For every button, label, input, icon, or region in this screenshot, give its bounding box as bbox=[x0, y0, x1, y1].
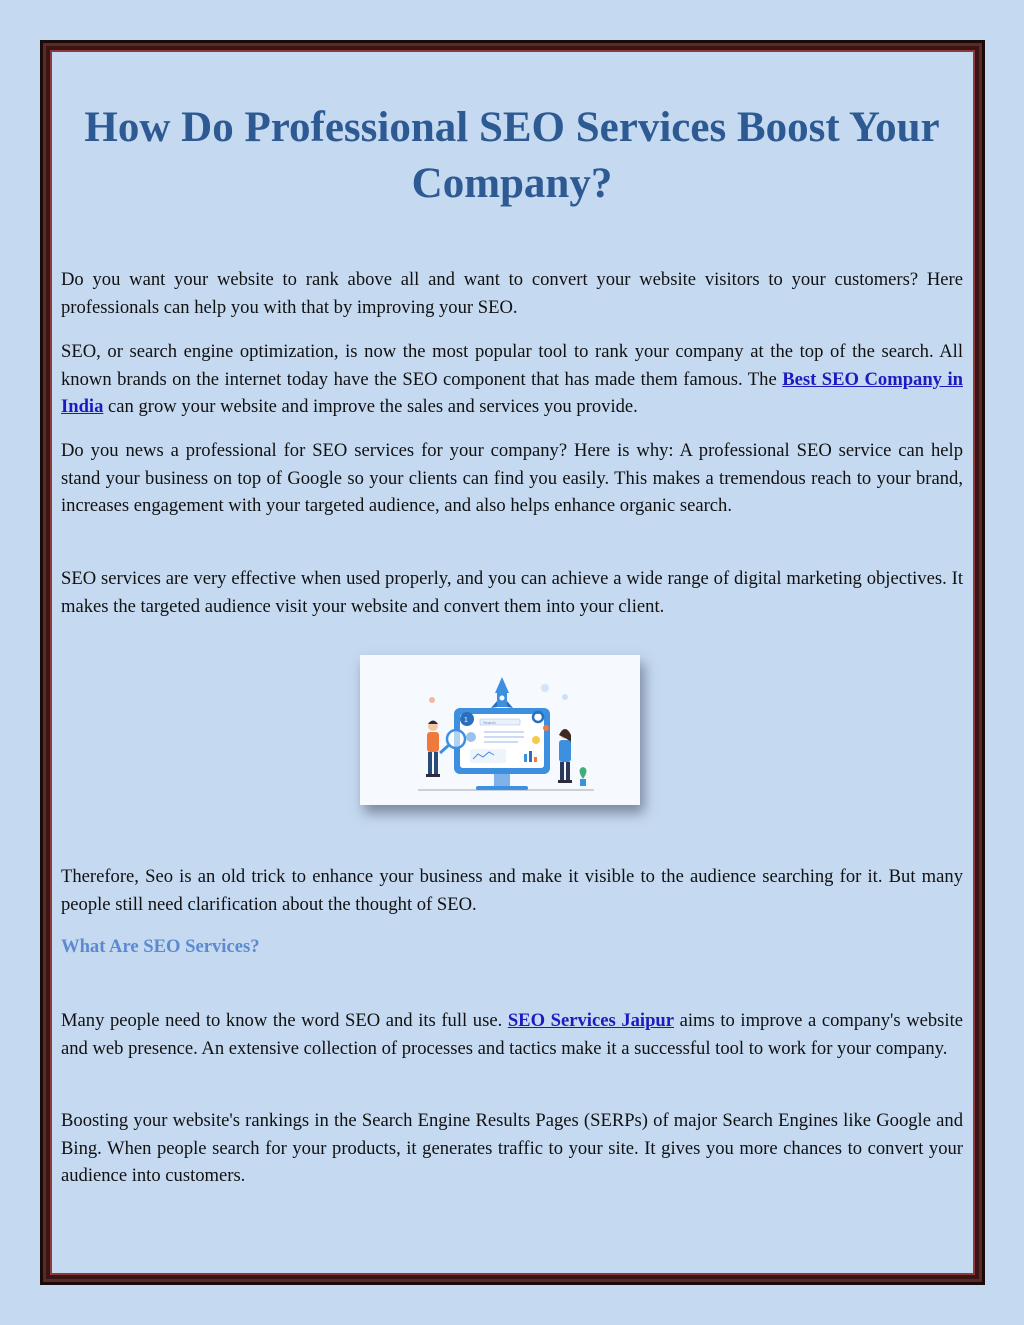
paragraph-intro: Do you want your website to rank above all and want to convert your website visitors to your customers? Here professionals can help you with that by improving your SEO. bbox=[61, 269, 963, 318]
man-figure bbox=[426, 721, 440, 778]
seo-services-jaipur-link[interactable]: SEO Services Jaipur bbox=[507, 1010, 675, 1031]
paragraph-text: SEO, or search engine optimization, is now the most popular tool to rank your company at the top of the search. All known brands on the internet today have the SEO component that has made them famous. The bbox=[61, 341, 963, 390]
seo-illustration-svg bbox=[360, 655, 640, 805]
paragraph-text: aims to improve a company's website and web presence. An extensive collection of processes and tactics make it a successful tool to work for your company. bbox=[61, 1010, 963, 1059]
article bbox=[61, 100, 963, 1187]
paragraph-why-professional: Do you news a professional for SEO services for your company? Here is why: A professional SEO service can help stand your business on top of Google so your clients can find you easily. This makes a tremendous reach to your brand, increases engagement with your targeted audience, and also helps enhance organic search. bbox=[61, 440, 963, 517]
svg-text:1: 1 bbox=[464, 717, 468, 724]
paragraph-seo-services bbox=[61, 1007, 963, 1062]
search-label: Search bbox=[483, 720, 496, 725]
paragraph-text: can grow your website and improve the sales and services you provide. bbox=[103, 396, 638, 418]
page-title: How Do Professional SEO Services Boost Your Company? bbox=[84, 104, 940, 207]
lightbulb-icon bbox=[532, 736, 540, 744]
paragraph-old-trick: Therefore, Seo is an old trick to enhance your business and make it visible to the audience searching for it. But many people still need clarification about the thought of SEO. bbox=[61, 866, 963, 915]
rocket-icon bbox=[491, 677, 513, 708]
section-heading: What Are SEO Services? bbox=[61, 936, 260, 957]
paragraph-seo-definition bbox=[61, 338, 963, 421]
woman-figure bbox=[558, 729, 572, 783]
paragraph-rankings: Boosting your website's rankings in the Search Engine Results Pages (SERPs) of major Search Engines like Google and Bing. When people search for your products, it generates traffic to your site. It gives you more chances to convert your audience into customers. bbox=[61, 1110, 963, 1187]
paragraph-text: Many people need to know the word SEO and its full use. bbox=[61, 1010, 508, 1031]
paragraph-effectiveness: SEO services are very effective when used properly, and you can achieve a wide range of digital marketing objectives. It makes the targeted audience visit your website and convert them into your client. bbox=[61, 568, 963, 617]
best-seo-company-link[interactable]: Best SEO Company in India bbox=[61, 368, 963, 418]
seo-illustration bbox=[360, 655, 640, 805]
plant-icon bbox=[580, 767, 587, 786]
